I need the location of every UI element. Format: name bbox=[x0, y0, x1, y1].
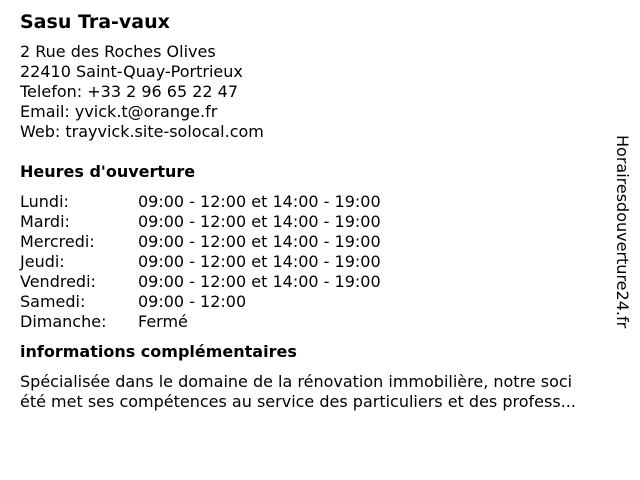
hours-row-tuesday bbox=[20, 212, 381, 232]
hours-row-sunday bbox=[20, 312, 381, 332]
hours-row-monday bbox=[20, 192, 381, 212]
website-link[interactable]: Web: trayvick.site-solocal.com bbox=[20, 122, 264, 141]
hours-row-thursday bbox=[20, 252, 381, 272]
business-card bbox=[20, 10, 610, 412]
day-label: Mercredi: bbox=[20, 232, 95, 251]
opening-hours-title: Heures d'ouverture bbox=[20, 162, 196, 181]
description-line: Spécialisée dans le domaine de la rénovation immobilière, notre soci bbox=[20, 372, 573, 391]
business-description bbox=[20, 372, 620, 412]
time-range: 09:00 - 12:00 et 14:00 - 19:00 bbox=[138, 192, 381, 211]
day-label: Vendredi: bbox=[20, 272, 96, 291]
time-range: 09:00 - 12:00 et 14:00 - 19:00 bbox=[138, 272, 381, 291]
hours-row-friday bbox=[20, 272, 381, 292]
day-label: Lundi: bbox=[20, 192, 69, 211]
time-range: 09:00 - 12:00 et 14:00 - 19:00 bbox=[138, 212, 381, 231]
time-range: Fermé bbox=[138, 312, 188, 331]
day-label: Samedi: bbox=[20, 292, 86, 311]
site-watermark: Horairesdouverture24.fr bbox=[613, 135, 632, 329]
contact-block bbox=[20, 42, 610, 142]
additional-info-title: informations complémentaires bbox=[20, 342, 297, 361]
day-label: Mardi: bbox=[20, 212, 70, 231]
time-range: 09:00 - 12:00 et 14:00 - 19:00 bbox=[138, 252, 381, 271]
hours-row-wednesday bbox=[20, 232, 381, 252]
phone-number[interactable]: Telefon: +33 2 96 65 22 47 bbox=[20, 82, 239, 101]
day-label: Dimanche: bbox=[20, 312, 107, 331]
time-range: 09:00 - 12:00 et 14:00 - 19:00 bbox=[138, 232, 381, 251]
business-name: Sasu Tra-vaux bbox=[20, 11, 170, 33]
email-address[interactable]: Email: yvick.t@orange.fr bbox=[20, 102, 218, 121]
day-label: Jeudi: bbox=[20, 252, 65, 271]
time-range: 09:00 - 12:00 bbox=[138, 292, 247, 311]
hours-row-saturday bbox=[20, 292, 381, 312]
address-street: 2 Rue des Roches Olives bbox=[20, 42, 216, 61]
opening-hours-table bbox=[20, 192, 381, 332]
description-line: été met ses compétences au service des particuliers et des profess... bbox=[20, 392, 576, 411]
address-city: 22410 Saint-Quay-Portrieux bbox=[20, 62, 243, 81]
